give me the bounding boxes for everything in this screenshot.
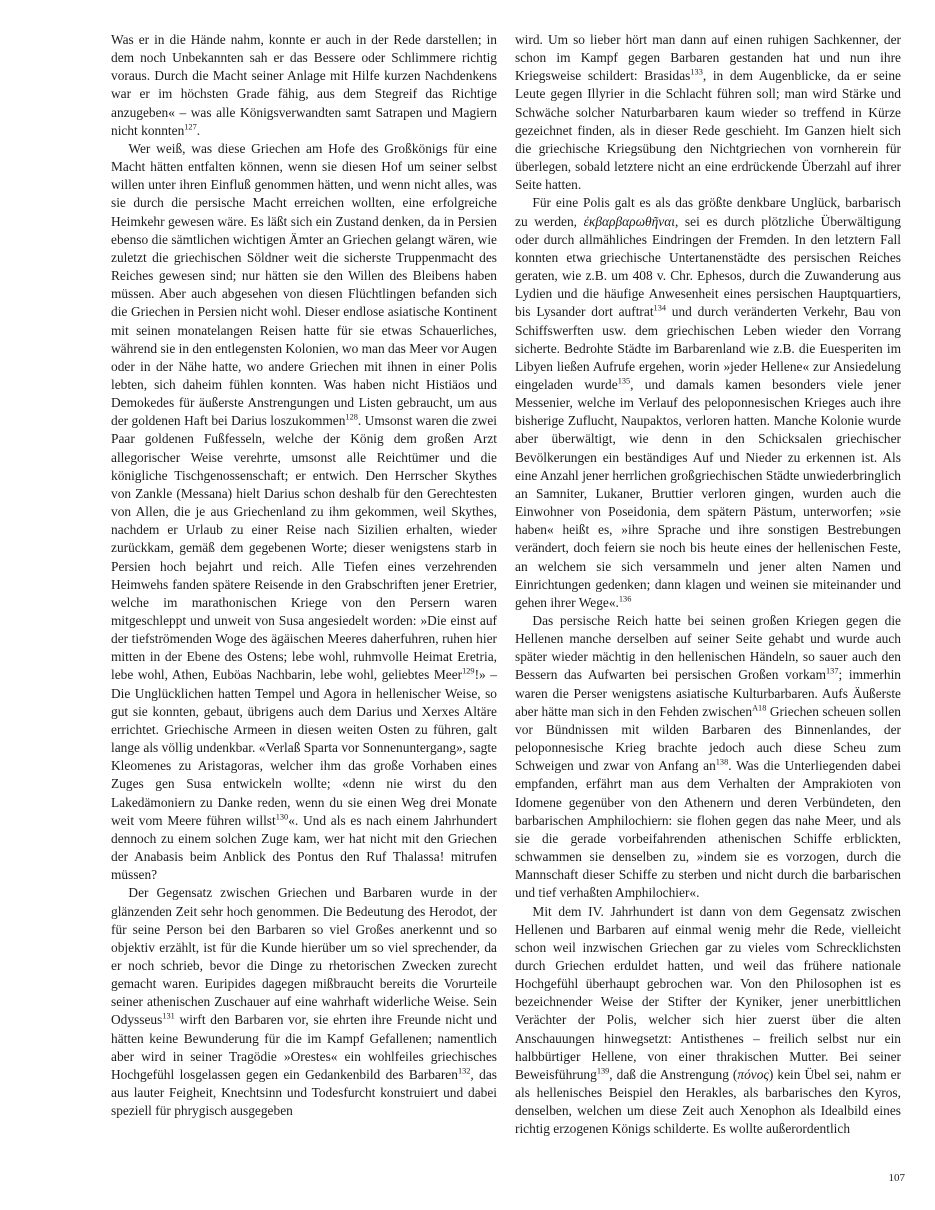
- paragraph: [111, 884, 497, 1120]
- paragraph: [515, 31, 901, 194]
- footnote-ref: A18: [752, 703, 767, 713]
- text-run: und durch veränderten Verkehr, Bau von Schiffswerften usw. dem griechischen Leben wieder den Vorrang sicherte. Bedrohte Städte im Barbarenland wie z.B. die Euesperiten im Libyen ließen Aufrufe ergehen, worin »jeder Hellene« zur Ansiedelung eingeladen wurde: [515, 304, 902, 392]
- footnote-ref: 129: [462, 667, 475, 676]
- footnote-ref: 128: [345, 412, 358, 422]
- paragraph: [515, 194, 901, 612]
- footnote-ref: 131: [162, 1011, 175, 1021]
- text-run: , in dem Augenblicke, da er seine Leute gegen Illyrier in die Schlacht führen soll; man wird Stärke und Schwäche solcher Naturbarbaren kaum wieder so treffend in Kürze gezeichnet finden, als in dieser Rede geschieht. Im Ganzen hielt sich die griechische Kriegsübung den Nichtgriechen von vornherein für überlegen, sobald letztere nicht an eine erdrückende Überzahl auf ihrer Seite hatten.: [515, 68, 901, 193]
- footnote-ref: 137: [826, 667, 839, 676]
- text-run: wird. Um so lieber hört man dann auf einen ruhigen Sachkenner, der schon im Kampf gegen Barbaren gestanden hat und nun ihre Kriegsweise schildert: Brasidas: [515, 32, 901, 84]
- text-run: Für eine Polis galt es als das größte denkbare Unglück, barbarisch zu werden,: [515, 195, 901, 229]
- text-run: Mit dem IV. Jahrhundert ist dann von dem Gegensatz zwischen Hellenen und Barbaren auf einmal wenig mehr die Rede, vielleicht schon weil inzwischen Griechen gar zu vieles vom Schrecklichsten durch Griechen erduldet hatten, und weil das frühere nationale Hochgefühl überhaupt gebrochen war. Von den Philosophen ist es bezeichnender Weise der Stifter der Kyniker, jener unerbittlichen Verächter der Polis, welcher sich hier zuerst über die alten Anschauungen hinwegsetzt: Antisthenes – freilich selbst nur ein halbbürtiger Hellene, von einer thrakischen Mutter. Bei seiner Beweisführung: [515, 903, 901, 1082]
- text-run: Der Gegensatz zwischen Griechen und Barbaren wurde in der glänzenden Zeit sehr hoch genommen. Die Bedeutung des Herodot, der für seine Person bei den Barbaren so viel Großes anerkennt und so objektiv erzählt, ist für die Kunde hierüber um so viel sprechender, da er noch schrieb, bevor die Dinge zu rhetorischen Zwecken zurecht gemacht waren. Euripides dagegen mißbraucht bereits die Vorurteile seiner athenischen Zuschauer auf eine wahrhaft widerliche Weise. Sein Odysseus: [111, 885, 497, 1028]
- greek-term: πόνος: [737, 1066, 769, 1082]
- footnote-ref: 138: [715, 757, 729, 767]
- footnote-ref: 133: [690, 67, 703, 77]
- text-run: ) kein Übel sei, nahm er als hellenisches Beispiel den Herakles, als barbarisches den Kyros, denselben, welchen um diese Zeit auch Xenophon als Idealbild eines richtig erzogenen Königs schilderte. Es wollte außerordentlich: [515, 1066, 902, 1137]
- text-run: , das aus lauter Feigheit, Knechtsinn und Todesfurcht konstruiert und dabei speziell für phrygisch ausgegeben: [111, 1066, 498, 1119]
- footnote-ref: 136: [618, 594, 632, 604]
- text-run: Wer weiß, was diese Griechen am Hofe des Großkönigs für eine Macht hätten entfalten können, wenn sie diesen Hof um seiner selbst willen unter ihren Einfluß genommen hätten, und wenn nicht alles, was sie durch die persische Macht erreichen wollten, eine erfolgreiche Heimkehr gewesen wäre. Es läßt sich ein Zustand denken, da in Persien ebenso die sämtlichen wichtigen Ämter an Griechen gelangt wären, wie zuletzt die griechischen Söldner weit die sicherste Truppenmacht des Reiches gewesen sind; nur hätten sie den Willen des Bleibens haben müssen. Aber auch abgesehen von diesen Flüchtlingen befanden sich die Griechen in Persien nicht wohl. Dieser endlose asiatische Kontinent mit seinen monatelangen Reisen hatte für sie etwas Schauerliches, während sie in den entlegensten Kolonien, wo man das Meer vor Augen oder in der Nähe hatte, wo andere Griechen mit ihnen in einer Polis lebten, sich daheim fühlen konnten. Was haben nicht Histiäos und Demokedes für äußerste Anstrengungen und Listen gebraucht, um aus der goldenen Haft bei Darius loszukommen: [111, 140, 497, 429]
- paragraph: [515, 612, 901, 903]
- text-run: .: [196, 122, 201, 138]
- paragraph: [515, 903, 901, 1139]
- page-number: 107: [888, 1172, 905, 1184]
- text-run: . Was die Unterliegenden dabei empfanden, erfährt man aus dem Verhalten der Amprakioten von Idomene gegenüber von den Athenern und deren Verbündeten, den barbarischen Amphilochiern: sie flohen gegen das nahe Meer, und als sie die gerade vorbeifahrenden athenischen Schiffe erblickten, schwammen sie denselben zu, »indem sie es vorzogen, durch die Mannschaft dieser Schiffe zu sterben und nicht durch die barbarischen und tief verhaßten Amphilochier«.: [515, 758, 901, 901]
- text-run: !» – Die Unglücklichen hatten Tempel und Agora in hellenischer Weise, so gut sie konnten, gebaut, übrigens auch dem Darius und Xerxes Altäre errichtet. Griechische Armeen in diesen weiten Osten zu führen, galt lange als völlig undenkbar. «Verlaß Sparta vor Sonnenuntergang», sagte Kleomenes zu Aristagoras, welcher ihm das große Vorhaben eines Zuges gen Susa entwickeln wollte; «denn nie wirst du den Lakedämoniern zu Danke reden, wenn du sie einen Weg drei Monate weit vom Meere führen willst: [111, 667, 497, 828]
- paragraph: [111, 31, 497, 140]
- text-run: «. Und als es nach einem Jahrhundert dennoch zu einem solchen Zuge kam, wer hat nicht mit den Griechen der Anabasis beim Anblick des Pontus den Ruf Thalassa! mitrufen müssen?: [111, 812, 497, 883]
- text-run: , daß die Anstrengung (: [609, 1066, 738, 1082]
- footnote-ref: 130: [275, 812, 289, 822]
- right-text-column: [515, 31, 901, 1139]
- text-run: . Umsonst waren die zwei Paar goldenen Fußfesseln, welche der König dem großen Arzt allegorischer Weise verehrte, umsonst alle Reichtümer und die königliche Tischgenossenschaft; er entwich. Den Herrscher Skythes von Zankle (Messana) hielt Darius schon deshalb für den Gerechtesten von Allen, die je aus Griechenland zu ihm gekommen, weil Skythes, nachdem er Urlaub zu einer Reise nach Sizilien erhalten, wieder zurückkam, gemäß dem gegebenen Worte; dieser wenigstens starb in Persien hoch bejahrt und reich. Alle Tiefen eines verzehrenden Heimwehs fanden spätere Reisende in den Grabschriften jener Eretrier, welche im marathonischen Kriege von den Persern waren mitgeschleppt und unweit von Susa angesiedelt worden: »Die einst auf der tiefströmenden Woge des ägäischen Meeres daherfuhren, ruhen hier mitten in der Ebene des Ostens; lebe wohl, ruhmvolle Heimat Eretria, lebe wohl, Athen, Euböas Nachbarin, lebe wohl, geliebtes Meer: [111, 413, 497, 683]
- left-text-column: [111, 31, 497, 1120]
- footnote-ref: 127: [184, 122, 197, 132]
- text-run: Was er in die Hände nahm, konnte er auch in der Rede darstellen; in dem noch Unbekannten sah er das Bessere oder Schlimmere richtig voraus. Durch die Macht seiner Anlage mit Hilfe kurzen Nachdenkens war er im höchsten Grade fähig, aus dem Stegreif das Richtige anzugeben« – was alle Königsverwandten samt Satrapen und Magiern nicht konnten: [111, 32, 497, 138]
- greek-term: ἐκβαρβαρωθῆναι: [583, 213, 675, 229]
- text-run: Das persische Reich hatte bei seinen großen Kriegen gegen die Hellenen manche derselben auf seiner Seite gehabt und wurde auch später wieder mächtig in den hellenischen Händeln, so sauer auch den Bessern das Aufwarten bei persischen Großen vorkam: [515, 613, 901, 683]
- footnote-ref: 135: [617, 376, 631, 386]
- footnote-ref: 132: [457, 1066, 471, 1076]
- text-run: , sei es durch plötzliche Überwältigung oder durch allmähliches Eindringen der Fremden. In den letztern Fall konnten etwa griechische Untertanenstädte des persischen Reiches geraten, wie z.B. um 408 v. Chr. Ephesos, durch die Zuwanderung aus Lydien und die häufige Anwesenheit eines persischen Hauptquartiers, bis Lysander dort auftrat: [515, 213, 901, 320]
- paragraph: [111, 140, 497, 884]
- text-run: Griechen scheuen sollen vor Bündnissen mit wilden Barbaren des Binnenlandes, der peloponnesische Krieg brachte jedoch auch diese Scheu zum Schweigen und zwar von Anfang an: [515, 703, 901, 774]
- text-run: , und damals kamen besonders viele jener Messenier, welche im Verlauf des peloponnesischen Krieges auch ihre bisherige Zuflucht, Naupaktos, verloren hatten. Manche Kolonie wurde aber überwältigt, wie denn in den Schicksalen griechischer Bevölkerungen ein beständiges Auf und Nieder zu erkennen ist. Als eine Anzahl jener herrlichen großgriechischen Städte unwiederbringlich an Samniter, Lukaner, Bruttier verloren gingen, wurden auch die Einwohner von Poseidonia, dem spätern Pästum, unterworfen; »sie haben« heißt es, »ihre Sprache und ihre sonstigen Bestrebungen verändert, doch feiern sie noch bis heute eines der hellenischen Feste, an welchem sie sich versammeln und jener alten Namen und Einrichtungen gedenken; dann klagen und weinen sie miteinander und gehen ihrer Wege«.: [515, 376, 901, 610]
- footnote-ref: 134: [653, 303, 666, 313]
- text-run: ; immerhin waren die Perser wenigstens asiatische Kulturbarbaren. Aufs Äußerste aber hätte man sich in den Fehden zwischen: [515, 667, 901, 719]
- footnote-ref: 139: [596, 1066, 610, 1076]
- text-run: wirft den Barbaren vor, sie ehrten ihre Freunde nicht und hätten keine Bewunderung für die im Kampf Gefallenen; namentlich aber wird in seiner Tragödie »Orestes« ein wohlfeiles griechisches Hochgefühl losgelassen gegen ein Gedankenbild des Barbaren: [111, 1012, 497, 1082]
